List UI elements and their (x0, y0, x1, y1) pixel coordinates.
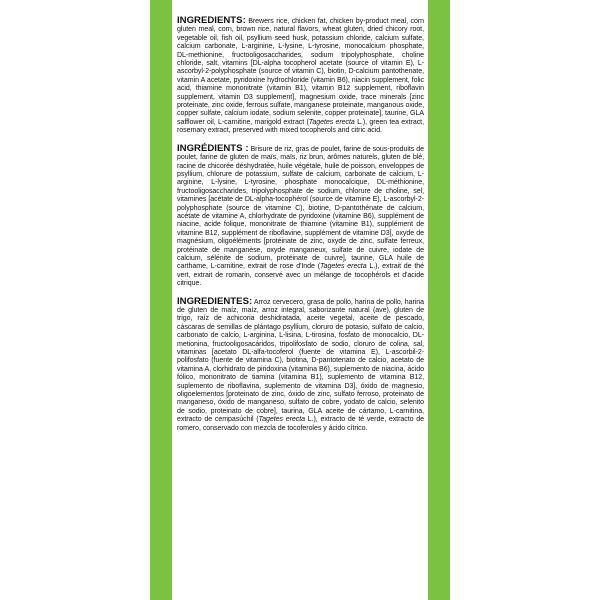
ingredients-english-text-b: L.), green tea extract, rosemary extract, preserved with mixed tocopherols and citric acid. (177, 118, 424, 135)
ingredients-english-text-a: Brewers rice, chicken fat, chicken by-product meal, corn gluten meal, corn, brown rice, natural flavors, wheat gluten, dried chicory root, vegetable oil, fish oil, psyllium seed husk, potassium chloride, calcium sulfate, calcium carbonate, L-arginine, L-lysine, L-tyrosine, monocalcium phosphate, DL-methionine, fructooligosaccharides, sodium tripolyphosphate, choline chloride, salt, vitamins [DL-alpha tocopherol acetate (source of vitamin E), L-ascorbyl-2-polyphosphate (source of vitamin C), biotin, D-calcium pantothenate, vitamin A acetate, pyridoxine hydrochloride (vitamin B6), niacin supplement, folic acid, thiamine mononitrate (vitamin B1), vitamin B12 supplement, riboflavin supplement, vitamin D3 supplement], magnesium oxide, trace minerals [zinc proteinate, zinc oxide, ferrous sulfate, manganese proteinate, manganous oxide, copper sulfate, calcium iodate, sodium selenite, copper proteinate], taurine, GLA safflower oil, L-carnitine, marigold extract ( (177, 18, 424, 126)
ingredients-english-heading: INGREDIENTS: (177, 15, 246, 26)
ingredients-english-scientific-name: Tagetes erecta (308, 118, 355, 126)
ingredients-french-scientific-name: Tagetes erecta (320, 263, 367, 271)
ingredients-french-text-b: L.), extrait de thé vert, extrait de romarin, conservé avec un mélange de tocophérols et d'acide citrique. (177, 263, 424, 288)
ingredients-french-heading: INGRÉDIENTS : (177, 142, 249, 154)
ingredients-panel (172, 0, 428, 600)
ingredients-french-text-a: Brisure de riz, gras de poulet, farine de sous-produits de poulet, farine de gluten de maïs, maïs, riz brun, arômes naturels, gluten de blé, racine de chicorée déshydratée, huile végétale, huile de poisson, enveloppes de psyllium, chlorure de potassium, sulfate de calcium, carbonate de calcium, L-arginine, L-lysine, L-tyrosine, phosphate monocalcique, DL-méthionine, fructooligosaccharides, tripolyphosphate de sodium, chlorure de choline, sel, vitamines [acétate de DL-alpha-tocophérol (source de vitamine E), L-ascorbyl-2-polyphosphate (source de vitamine C), biotine, D-pantothénate de calcium, acétate de vitamine A, chlorhydrate de pyridoxine (vitamine B6), supplément de niacine, acide folique, mononitrate de thiamine (vitamine B1), supplément de vitamine B12, supplément de riboflavine, supplément de vitamine D3], oxyde de magnésium, oligoéléments [protéinate de zinc, oxyde de zinc, sulfate ferreux, protéinate de manganèse, oxyde manganeux, sulfate de cuivre, iodate de calcium, sélénite de sodium, protéinate de cuivre], taurine, GLA huile de carthame, L-carnitine, extrait de rose d'Inde ( (177, 145, 424, 271)
ingredients-spanish-heading: INGREDIENTES: (177, 295, 253, 307)
ingredients-french (172, 142, 428, 289)
ingredients-spanish-text-a: Arroz cervecero, grasa de pollo, harina de pollo, harina de gluten de maíz, maíz, arroz integral, saborizante natural (ave), gluten de trigo, raíz de achicoria deshidratada, aceite vegetal, aceite de pescado, cáscaras de semillas de plántago psyllium, cloruro de potasio, sulfato de calcio, carbonato de calcio, L-arginina, L-lisina, L-tirosina, fosfato de monocalcio, DL-metionina, fructooligosacáridos, tripolifosfato de sodio, cloruro de colina, sal, vitaminas [acetato DL-alfa-tocoferol (fuente de vitamina E), L-ascorbil-2-polifosfato (fuente de vitamina C), biotina, D-pantotenato de calcio, acetato de vitamina A, clorhidrato de piridoxina (vitamina B6), suplemento de niacina, ácido fólico, mononitrato de tiamina (vitamina B1), suplemento de vitamina B12, suplemento de riboflavina, suplemento de vitamina D3], óxido de magnesio, oligoelementos [proteinato de zinc, óxido de zinc, sulfato ferroso, proteinato de manganeso, óxido de manganeso, sulfato de cobre, yodato de calcio, selenito de sodio, proteinato de cobre], taurina, GLA aceite de cártamo, L-carnitina, extracto de cempasúchil ( (177, 298, 424, 424)
ingredients-spanish-scientific-name: Tagetes erecta (258, 416, 305, 424)
left-green-band (150, 0, 172, 600)
ingredients-english (172, 0, 428, 136)
ingredients-spanish (172, 295, 428, 434)
right-green-band (428, 0, 450, 600)
ingredients-spanish-text-b: L.), extracto de té verde, extracto de romero, conservado con mezcla de tocoferoles y ácido cítrico. (177, 416, 424, 432)
